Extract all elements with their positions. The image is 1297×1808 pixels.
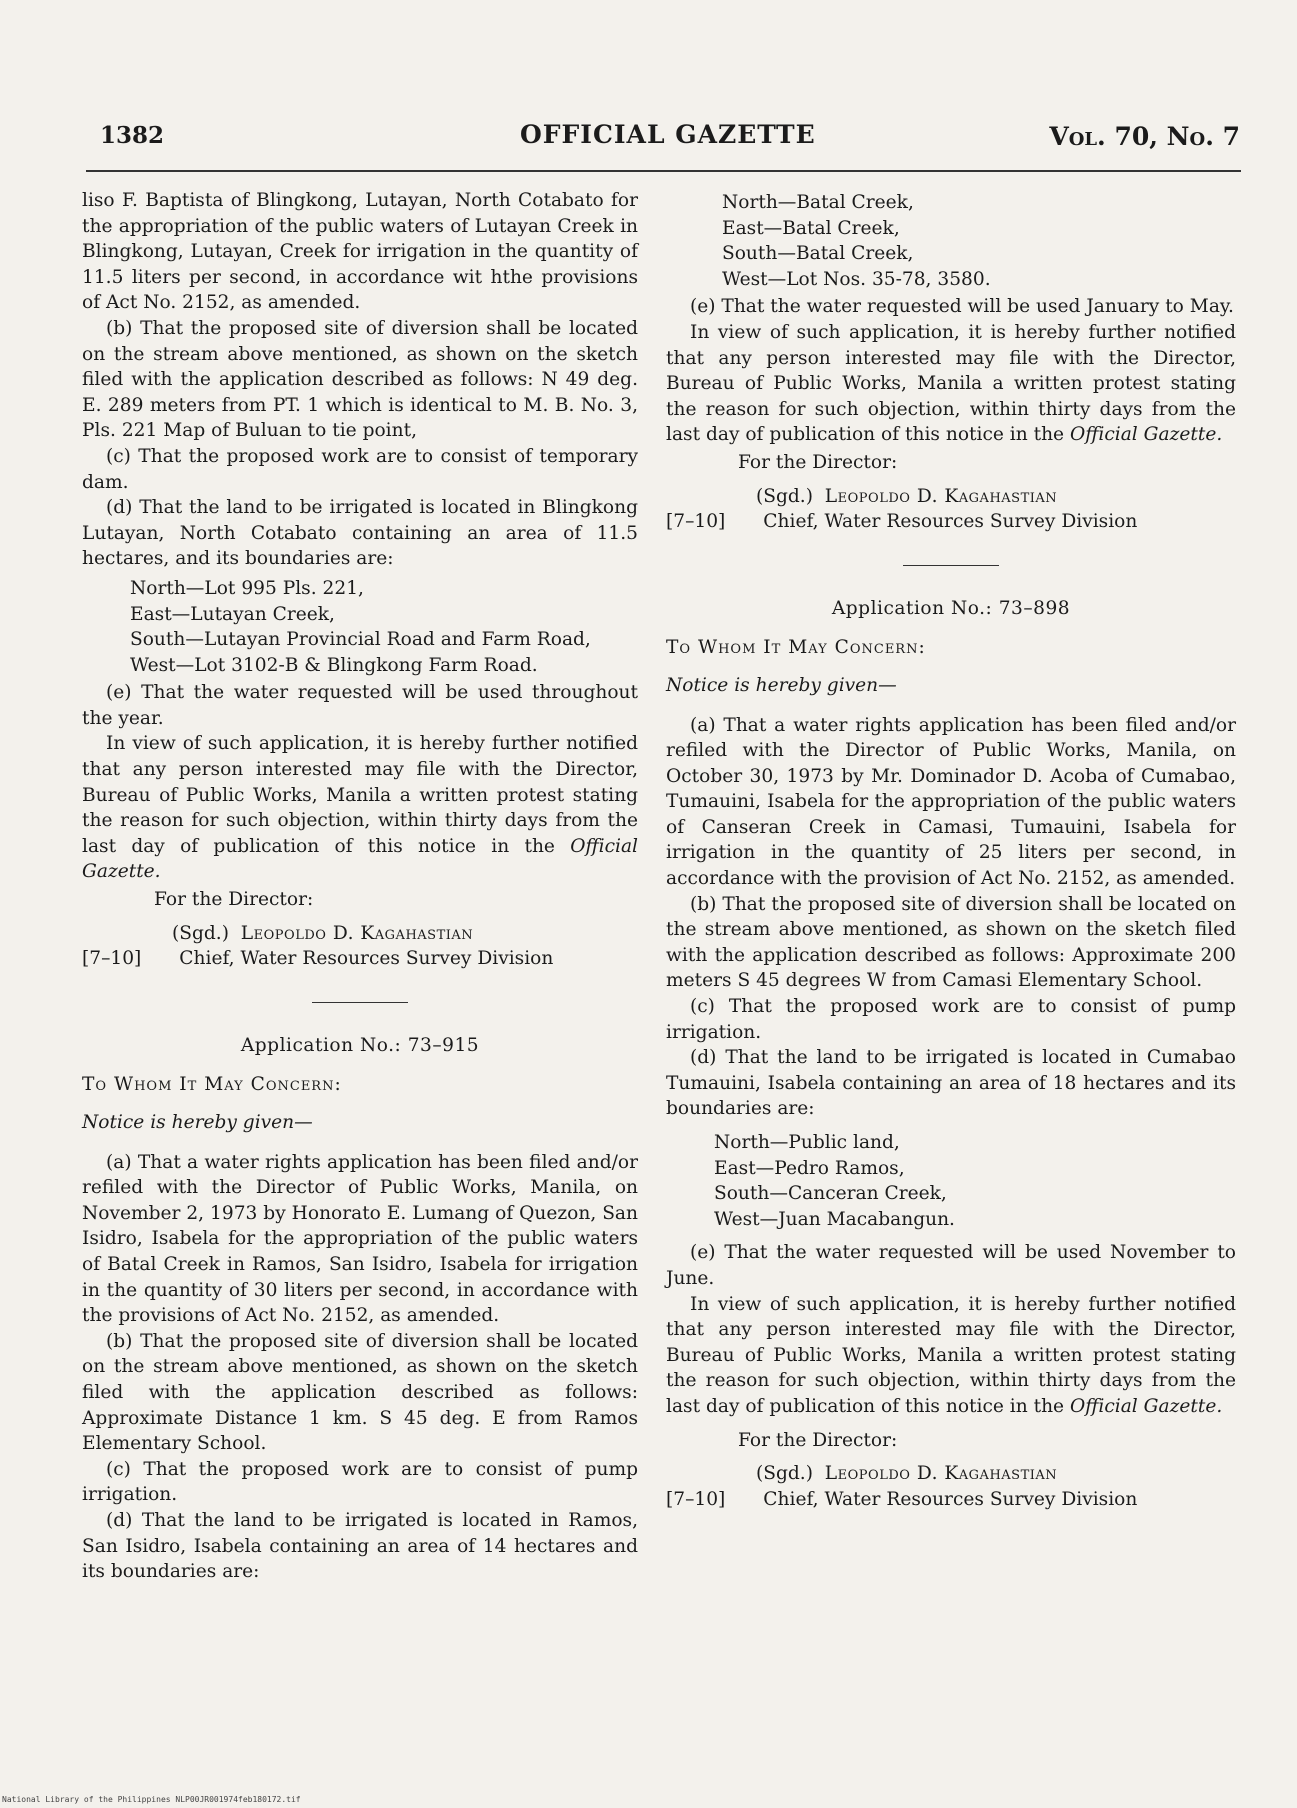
sgd-label: (Sgd.) (756, 485, 813, 507)
gazette-name: Official Gazette. (82, 835, 638, 883)
boundary-item: East—Pedro Ramos, (714, 1157, 905, 1179)
sgd-label: (Sgd.) (756, 1463, 813, 1485)
header-rule (86, 170, 1241, 172)
gazette-name: Official Gazette. (1069, 1395, 1223, 1417)
notice-heading: Notice is hereby given— (82, 1112, 313, 1133)
signature-block (666, 1428, 1236, 1513)
notice-paragraph: (a) That a water rights application has been filed and/or refiled with the Director of Public Works, Manila, on October 30, 1973 by Mr. Dominador D. Acoba of Cumabao, Tumauini, Isabela for the appropriation of the public waters of Canseran Creek in Camasi, Tumauini, Isabela for irrigation in the quantity of 25 liters per second, in accordance with the provision of Act No. 2152, as amended. (666, 714, 1236, 890)
boundary-item: East—Batal Creek, (722, 217, 900, 239)
notice-paragraph: (b) That the proposed site of diversion shall be located on the stream above mentioned, as shown on the sketch filed with the application described as follows: Approximate Distance 1 km. S 45 deg. E from Ramos Elementary School. (82, 1330, 638, 1455)
notice-paragraph: (c) That the proposed work are to consist of pump irrigation. (82, 1458, 638, 1506)
volume-number: Vol. 70, No. 7 (1049, 122, 1240, 151)
scan-footer: National Library of the Philippines NLP00JR001974feb180172.tif (2, 1795, 301, 1804)
signer-position-line (82, 946, 638, 972)
boundaries-list (666, 1130, 1236, 1232)
signer-name: Leopoldo D. Kagahastian (240, 922, 474, 944)
notice-paragraph (82, 731, 638, 885)
signer-position: Chief, Water Resources Survey Division (763, 511, 1138, 533)
publication-ref: [7–10] (666, 511, 726, 533)
notice-paragraph (666, 1292, 1236, 1420)
salutation: To Whom It May Concern: (82, 1074, 342, 1096)
for-director: For the Director: (738, 1429, 898, 1451)
signer-position: Chief, Water Resources Survey Division (179, 948, 554, 970)
boundary-item: South—Canceran Creek, (714, 1183, 947, 1205)
boundary-item: North—Batal Creek, (722, 192, 914, 213)
publication-ref: [7–10] (666, 1488, 726, 1510)
notice-paragraph: (c) That the proposed work are to consist of temporary dam. (82, 445, 638, 493)
boundary-item: South—Lutayan Provincial Road and Farm Road, (130, 629, 591, 651)
for-director: For the Director: (738, 451, 898, 473)
signer-line (666, 1461, 1236, 1487)
notice-paragraph: liso F. Baptista of Blingkong, Lutayan, North Cotabato for the appropriation of the public waters of Lutayan Creek in Blingkong, Lutayan, Creek for irrigation in the quantity of 11.5 liters per second, in accordance wit hthe provisions of Act No. 2152, as amended. (82, 190, 638, 314)
notice-paragraph: (e) That the water requested will be used throughout the year. (82, 682, 638, 729)
notice-paragraph: (d) That the land to be irrigated is located in Blingkong Lutayan, North Cotabato containing an area of 11.5 hectares, and its boundaries are: (82, 497, 638, 570)
boundaries-list (82, 576, 638, 678)
gazette-name: Official Gazette. (1069, 424, 1223, 446)
boundary-item: North—Lot 995 Pls. 221, (130, 577, 364, 599)
boundary-item: North—Public land, (714, 1132, 900, 1153)
publication-title: OFFICIAL GAZETTE (520, 120, 816, 149)
section-divider (903, 565, 999, 566)
signature-block (82, 887, 638, 972)
protest-text: In view of such application, it is hereby further notified that any person interested may file with the Director, Bureau of Public Works, Manila a written protest stating the reason for such objection, within thirty days from the last day of publication of this notice in the (666, 1293, 1236, 1417)
left-column (82, 188, 638, 1585)
signer-name: Leopoldo D. Kagahastian (824, 1463, 1058, 1485)
notice-paragraph: (a) That a water rights application has been filed and/or refiled with the Director of Public Works, Manila, on November 2, 1973 by Honorato E. Lumang of Quezon, San Isidro, Isabela for the appropriation of the public waters of Batal Creek in Ramos, San Isidro, Isabela for irrigation in the quantity of 30 liters per second, in accordance with the provisions of Act No. 2152, as amended. (82, 1151, 638, 1327)
application-number: Application No.: 73–915 (240, 1034, 480, 1056)
sgd-label: (Sgd.) (172, 922, 229, 944)
notice-heading: Notice is hereby given— (666, 674, 897, 696)
protest-text: In view of such application, it is hereby further notified that any person interested may file with the Director, Bureau of Public Works, Manila a written protest stating the reason for such objection, within thirty days from the last day of publication of this notice in the (666, 321, 1236, 446)
notice-paragraph: (b) That the proposed site of diversion shall be located on the stream above mentioned, as shown on the sketch filed with the application described as follows: N 49 deg. E. 289 meters from PT. 1 which is identical to M. B. No. 3, Pls. 221 Map of Buluan to tie point, (82, 317, 638, 442)
signer-position-line (666, 509, 1236, 535)
boundary-item: West—Lot 3102-B & Blingkong Farm Road. (130, 654, 538, 676)
boundary-item: West—Juan Macabangun. (714, 1208, 955, 1230)
notice-paragraph: (c) That the proposed work are to consist of pump irrigation. (666, 996, 1236, 1043)
protest-text: In view of such application, it is hereby further notified that any person interested may file with the Director, Bureau of Public Works, Manila a written protest stating the reason for such objection, within thirty days from the last day of publication of this notice in the (82, 733, 638, 857)
notice-paragraph: (d) That the land to be irrigated is located in Ramos, San Isidro, Isabela containing an area of 14 hectares and its boundaries are: (82, 1509, 638, 1583)
section-divider (312, 1002, 408, 1003)
application-number: Application No.: 73–898 (831, 597, 1071, 619)
signer-line (82, 921, 638, 947)
notice-paragraph: (e) That the water requested will be used January to May. (690, 296, 1234, 318)
notice-paragraph: (d) That the land to be irrigated is located in Cumabao Tumauini, Isabela containing an area of 18 hectares and its boundaries are: (666, 1047, 1236, 1120)
notice-paragraph (666, 320, 1236, 448)
for-director: For the Director: (154, 889, 314, 911)
boundaries-list (666, 190, 1236, 292)
publication-ref: [7–10] (82, 948, 142, 970)
boundary-item: South—Batal Creek, (722, 243, 914, 265)
salutation: To Whom It May Concern: (666, 637, 926, 659)
signature-block (666, 450, 1236, 535)
notice-paragraph: (e) That the water requested will be used November to June. (666, 1242, 1236, 1289)
boundary-item: West—Lot Nos. 35-78, 3580. (722, 268, 991, 290)
signer-position-line (666, 1487, 1236, 1513)
page-number: 1382 (100, 122, 165, 149)
boundary-item: East—Lutayan Creek, (130, 603, 335, 625)
page-header (100, 118, 1240, 158)
signer-position: Chief, Water Resources Survey Division (763, 1488, 1138, 1510)
signer-line (666, 484, 1236, 510)
right-column (666, 190, 1236, 1512)
signer-name: Leopoldo D. Kagahastian (824, 485, 1058, 507)
notice-paragraph: (b) That the proposed site of diversion shall be located on the stream above mentioned, as shown on the sketch filed with the application described as follows: Approximate 200 meters S 45 degrees W from Camasi Elementary School. (666, 893, 1236, 992)
